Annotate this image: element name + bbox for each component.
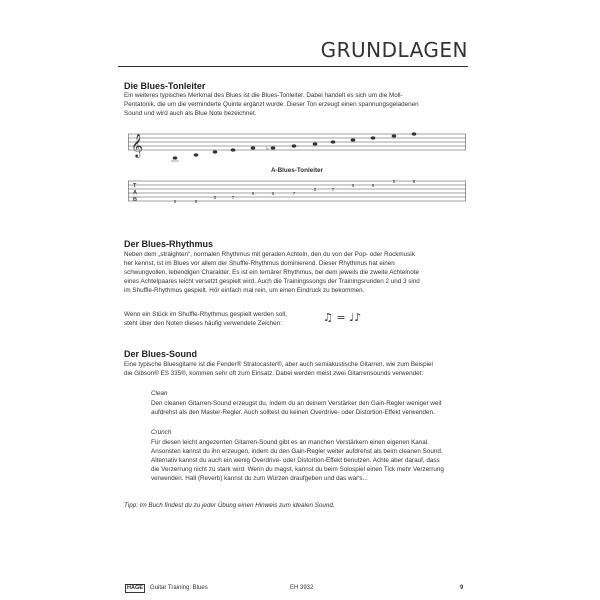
tab-clef <box>133 183 137 203</box>
svg-text:5: 5 <box>213 195 217 200</box>
section-heading-blues-scale: Die Blues-Tonleiter <box>124 81 206 91</box>
svg-text:5: 5 <box>392 179 396 184</box>
blues-rhythm-paragraph: Neben dem „straighten“, normalen Rhythmus mit geraden Achteln, den du von der Pop- oder Rockmusik her kennst, ist im Blues vor allem der Shuffle-Rhythmus dominierend. Dieser Rhythmus hat einen schwungvollen, lebendigen Charakter. Es ist ein ternärer Rhythmus, bei dem jeweils die zweite Achtelnote eines Achtelpaares leicht versetzt gespielt wird. Auch die Trainingssongs der Trainingsrunden 2 und 3 sind im Shuffle-Rhythmus gespielt. Hör einfach mal rein, um einen Eindruck zu bekommen. <box>124 251 420 295</box>
svg-text:8: 8 <box>371 183 375 188</box>
tab-staff <box>128 181 466 201</box>
scale-label: A-Blues-Tonleiter <box>270 167 324 174</box>
blues-scale-paragraph: Ein weiteres typisches Merkmal des Blues ist die Blues-Tonleiter. Dabei handelt es sich um die Moll- Pentatonik, die um die verminderte Quinte ergänzt wurde. Dieser Ton erzeugt einen spannungsgeladenen Sound und wird auch als Blue Note bezeichnet. <box>124 92 419 118</box>
svg-text:7: 7 <box>231 195 235 200</box>
page-number: 9 <box>460 585 464 591</box>
treble-clef-icon: 𝄞 <box>131 133 143 157</box>
page-title: GRUNDLAGEN <box>320 38 468 62</box>
footer-book-title: Guitar Training: Blues <box>150 585 208 591</box>
svg-text:8: 8 <box>194 199 198 204</box>
section-heading-blues-rhythm: Der Blues-Rhythmus <box>124 239 214 249</box>
svg-text:A: A <box>133 190 137 196</box>
shuffle-symbol-icon: ♫ = ♩♪ <box>323 311 362 324</box>
svg-text:5: 5 <box>351 183 355 188</box>
svg-text:B: B <box>133 197 137 203</box>
blues-sound-paragraph: Eine typische Bluesgitarre ist die Fender® Stratocaster®, aber auch semiakustische Gitarren, wie zum Beispiel die Gibson® ES 335®, kommen sehr oft zum Einsatz. Dabei werden meist zwei Gitarrensounds verwendet: <box>124 361 433 378</box>
svg-text:7: 7 <box>331 187 335 192</box>
flat-icon: ♭ <box>266 146 269 152</box>
svg-text:7: 7 <box>292 191 296 196</box>
crunch-label: Crunch <box>151 429 172 436</box>
blues-scale-notation <box>128 131 466 207</box>
clean-label: Clean <box>151 390 168 397</box>
svg-text:5: 5 <box>173 199 177 204</box>
section-heading-blues-sound: Der Blues-Sound <box>124 349 198 359</box>
svg-text:5: 5 <box>251 191 255 196</box>
shuffle-note-paragraph: Wenn ein Stück im Shuffle-Rhythmus gespielt werden soll, steht über den Noten dieses häufig verwendete Zeichen: <box>124 311 287 328</box>
crunch-paragraph: Für diesen leicht angezerrten Gitarren-Sound gibt es an manchen Verstärkern einen eigenen Kanal. Ansonsten kannst du ihn erzeugen, indem du den Gain-Regler weiter aufdrehst als beim cleanen Sound. Alternativ kannst du auch ein wenig Overdrive- oder Distortion-Effekt benutzen. Achte aber darauf, dass die Verzerrung nicht zu stark wird. Wenn du magst, kannst du beim Solospiel einen Tick mehr Verzerrung verwenden. Hall (Reverb) kannst du zum Würzen draufgeben und das war's... <box>151 439 444 483</box>
svg-text:8: 8 <box>412 179 416 184</box>
footer-code: EH 3932 <box>290 585 314 591</box>
tab-numbers <box>174 179 416 204</box>
tip-line: Tipp: Im Buch findest du zu jeder Übung einen Hinweis zum idealen Sound. <box>124 502 335 509</box>
svg-text:5: 5 <box>313 187 317 192</box>
title-divider <box>118 66 468 67</box>
svg-text:T: T <box>133 183 137 189</box>
publisher-logo: HAGE <box>127 585 143 591</box>
svg-text:6: 6 <box>271 191 275 196</box>
music-staff <box>128 134 466 150</box>
clean-paragraph: Den cleanen Gitarren-Sound erzeugst du, indem du an deinem Verstärker den Gain-Regler weniger weit aufdrehst als den Master-Regler. Auch solltest du keinen Overdrive- oder Distortion-Effekt verwenden. <box>151 400 442 417</box>
